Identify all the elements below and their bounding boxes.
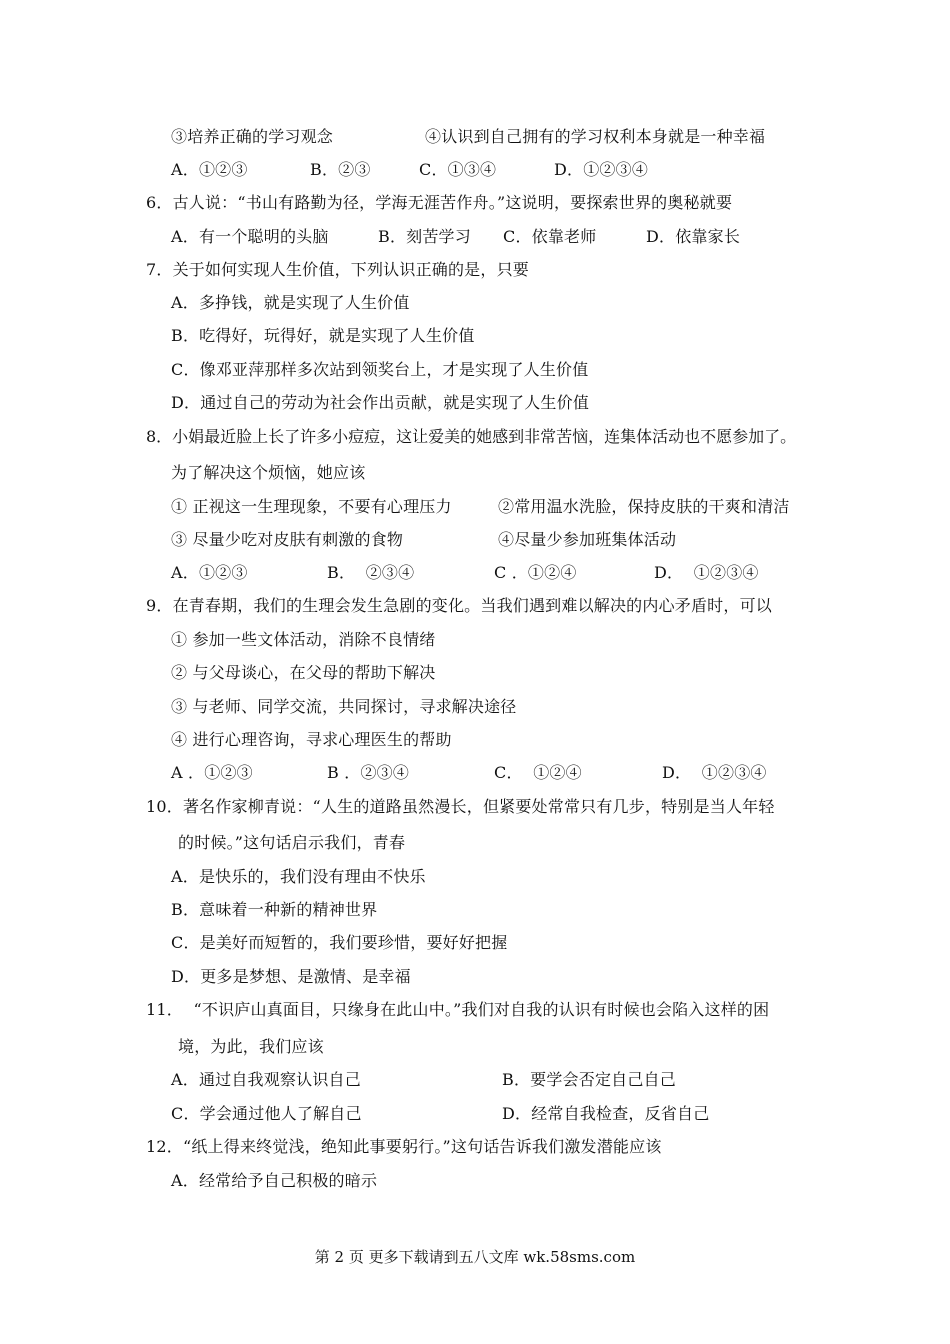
q5-option-3: ③培养正确的学习观念	[171, 127, 334, 146]
q9-option-3: ③ 与老师、同学交流，共同探讨，寻求解决途径	[171, 697, 517, 716]
q8-stem: 8．小娟最近脸上长了许多小痘痘，这让爱美的她感到非常苦恼，连集体活动也不愿参加了。	[146, 427, 797, 446]
q8-option-3: ③ 尽量少吃对皮肤有刺激的食物	[171, 530, 404, 549]
q6-choice-b: B．刻苦学习	[378, 227, 471, 246]
q11-choice-b: B．要学会否定自己自己	[502, 1070, 676, 1089]
q9-stem: 9．在青春期，我们的生理会发生急剧的变化。当我们遇到难以解决的内心矛盾时，可以	[146, 596, 772, 615]
q7-choice-c: C．像邓亚萍那样多次站到领奖台上，才是实现了人生价值	[171, 360, 589, 379]
q6-choice-d: D．依靠家长	[646, 227, 741, 246]
q10-choice-c: C．是美好而短暂的，我们要珍惜，要好好把握	[171, 933, 508, 952]
q8-option-4: ④尽量少参加班集体活动	[498, 530, 677, 549]
q5-options-3-4	[171, 126, 333, 148]
q9-choice-c: C． ①②④	[494, 763, 582, 782]
q8-option-2: ②常用温水洗脸，保持皮肤的干爽和清洁	[498, 497, 790, 516]
q9-option-4: ④ 进行心理咨询，寻求心理医生的帮助	[171, 730, 452, 749]
q10-stem-continued: 的时候。”这句话启示我们，青春	[178, 833, 406, 852]
q7-stem: 7．关于如何实现人生价值，下列认识正确的是，只要	[146, 260, 529, 279]
q11-stem-continued: 境，为此，我们应该	[178, 1037, 324, 1056]
q7-choice-b: B．吃得好，玩得好，就是实现了人生价值	[171, 326, 475, 345]
q8-choice-b: B． ②③④	[327, 563, 415, 582]
q11-choice-a: A．通过自我观察认识自己	[171, 1070, 361, 1089]
q9-option-2: ② 与父母谈心，在父母的帮助下解决	[171, 663, 436, 682]
q6-choice-c: C．依靠老师	[503, 227, 597, 246]
q10-stem: 10．著名作家柳青说：“人生的道路虽然漫长，但紧要处常常只有几步，特别是当人年轻	[146, 797, 775, 816]
q11-stem: 11． “不识庐山真面目，只缘身在此山中。”我们对自我的认识有时候也会陷入这样的困	[146, 1000, 770, 1019]
page-footer: 第 2 页 更多下载请到五八文库 wk.58sms.com	[314, 1248, 636, 1266]
q9-option-1: ① 参加一些文体活动，消除不良情绪	[171, 630, 436, 649]
q5-option-4: ④认识到自己拥有的学习权利本身就是一种幸福	[425, 127, 766, 146]
q5-choice-a: A．①②③	[171, 160, 248, 179]
q11-choice-d: D．经常自我检查，反省自己	[502, 1104, 710, 1123]
q8-choice-c: C ．①②④	[494, 563, 577, 582]
q9-choice-d: D． ①②③④	[662, 763, 767, 782]
q5-choice-b: B．②③	[310, 160, 371, 179]
q6-choice-a: A．有一个聪明的头脑	[171, 227, 329, 246]
q9-choice-a: A ．①②③	[171, 763, 253, 782]
q12-stem: 12．“纸上得来终觉浅，绝知此事要躬行。”这句话告诉我们激发潜能应该	[146, 1137, 662, 1156]
q12-choice-a: A．经常给予自己积极的暗示	[171, 1171, 378, 1190]
q5-choice-c: C．①③④	[419, 160, 497, 179]
q7-choice-a: A．多挣钱，就是实现了人生价值	[171, 293, 410, 312]
q7-choice-d: D．通过自己的劳动为社会作出贡献，就是实现了人生价值	[171, 393, 590, 412]
q10-choice-b: B．意味着一种新的精神世界	[171, 900, 378, 919]
q6-stem: 6．古人说：“书山有路勤为径，学海无涯苦作舟。”这说明，要探索世界的奥秘就要	[146, 193, 733, 212]
q9-choice-b: B ．②③④	[327, 763, 410, 782]
q11-choice-c: C．学会通过他人了解自己	[171, 1104, 362, 1123]
q5-choice-d: D．①②③④	[554, 160, 649, 179]
q10-choice-a: A．是快乐的，我们没有理由不快乐	[171, 867, 426, 886]
q8-choice-d: D． ①②③④	[654, 563, 759, 582]
q8-choice-a: A．①②③	[171, 563, 248, 582]
q8-option-1: ① 正视这一生理现象，不要有心理压力	[171, 497, 452, 516]
q8-stem-continued: 为了解决这个烦恼，她应该	[171, 463, 366, 482]
q5-options-3-4-right	[425, 126, 765, 148]
q10-choice-d: D．更多是梦想、是激情、是幸福	[171, 967, 411, 986]
